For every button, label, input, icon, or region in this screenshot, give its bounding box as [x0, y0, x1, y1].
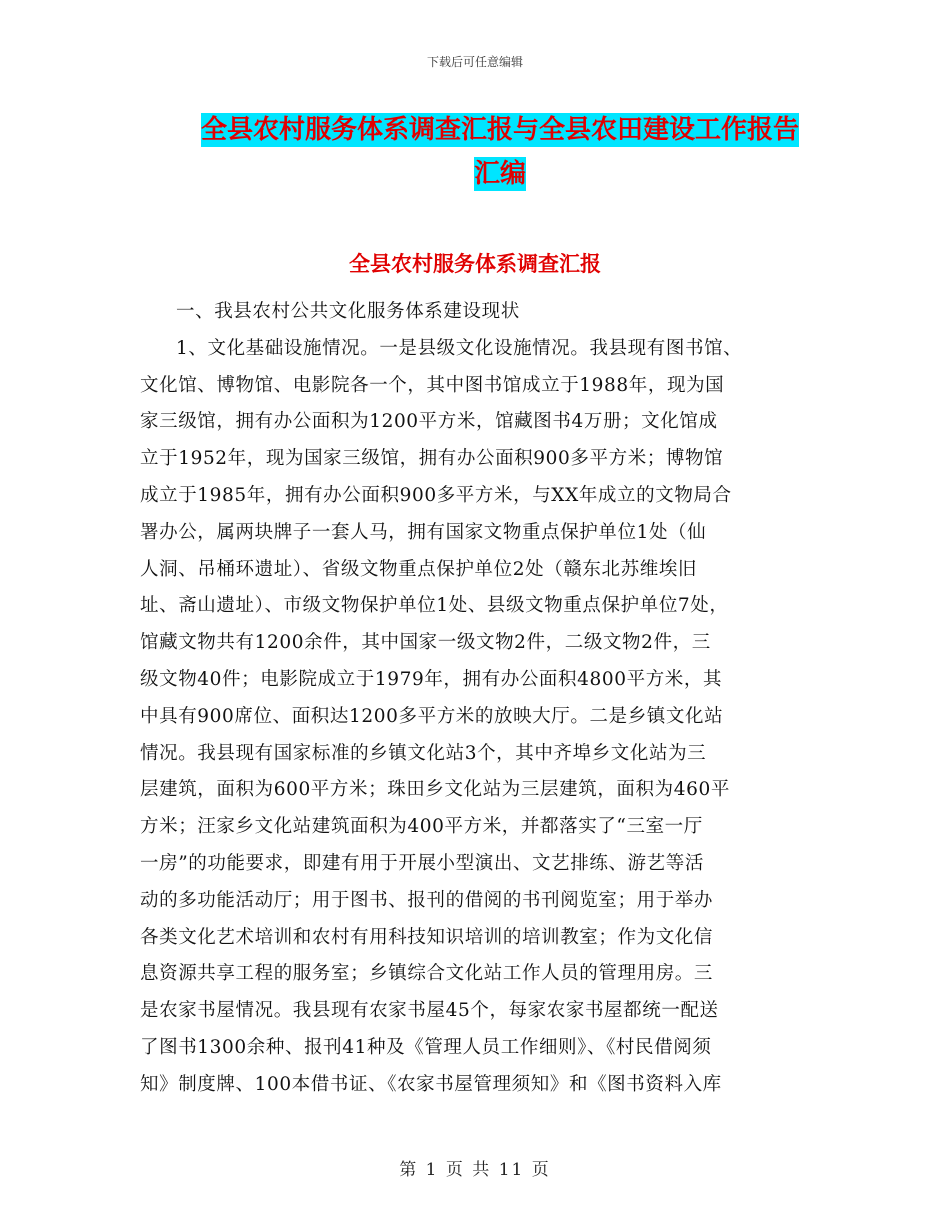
body-line: 方米；汪家乡文化站建筑面积为400平方米，并都落实了“三室一厅: [140, 816, 703, 838]
body-line: 人洞、吊桶环遗址）、省级文物重点保护单位2处（赣东北苏维埃旧: [140, 558, 698, 580]
document-title-line-1: 全县农村服务体系调查汇报与全县农田建设工作报告: [200, 115, 799, 145]
body-heading: 一、我县农村公共文化服务体系建设现状: [176, 301, 520, 322]
body-line: 址、斋山遗址）、市级文物保护单位1处、县级文物重点保护单位7处，: [140, 595, 729, 617]
document-title-line-2: 汇编: [473, 159, 526, 189]
body-text: [140, 294, 820, 1104]
body-line: 息资源共享工程的服务室；乡镇综合文化站工作人员的管理用房。三: [140, 963, 714, 985]
header-note: 下载后可任意编辑: [426, 55, 523, 69]
body-line: 各类文化艺术培训和农村有用科技知识培训的培训教室；作为文化信: [140, 926, 714, 948]
body-line: 一房”的功能要求，即建有用于开展小型演出、文艺排练、游艺等活: [140, 852, 704, 874]
body-line: 了图书1300余种、报刊41种及《管理人员工作细则》、《村民借阅须: [140, 1036, 712, 1058]
body-line: 馆藏文物共有1200余件，其中国家一级文物2件，二级文物2件，三: [140, 632, 711, 654]
body-line: 动的多功能活动厅；用于图书、报刊的借阅的书刊阅览室；用于举办: [140, 889, 714, 911]
page-footer: 第 1 页 共 11 页: [399, 1160, 551, 1180]
body-line: 知》制度牌、100本借书证、《农家书屋管理须知》和《图书资料入库: [140, 1073, 722, 1095]
body-line: 署办公，属两块牌子一套人马，拥有国家文物重点保护单位1处（仙: [140, 521, 707, 543]
body-line: 级文物40件；电影院成立于1979年，拥有办公面积4800平方米，其: [140, 668, 723, 690]
body-line: 立于1952年，现为国家三级馆，拥有办公面积900多平方米；博物馆: [140, 448, 724, 470]
document-title: [100, 108, 900, 196]
body-line: 情况。我县现有国家标准的乡镇文化站3个，其中齐埠乡文化站为三: [140, 742, 707, 764]
body-line: 是农家书屋情况。我县现有农家书屋45个，每家农家书屋都统一配送: [140, 1000, 719, 1022]
body-line: 成立于1985年，拥有办公面积900多平方米，与XX年成立的文物局合: [140, 484, 732, 506]
body-line: 1、文化基础设施情况。一是县级文化设施情况。我县现有图书馆、: [176, 337, 743, 359]
body-line: 层建筑，面积为600平方米；珠田乡文化站为三层建筑，面积为460平: [140, 779, 730, 801]
section-title: 全县农村服务体系调查汇报: [349, 252, 601, 276]
body-line: 文化馆、博物馆、电影院各一个，其中图书馆成立于1988年，现为国: [140, 374, 725, 396]
body-line: 中具有900席位、面积达1200多平方米的放映大厅。二是乡镇文化站: [140, 705, 724, 727]
body-line: 家三级馆，拥有办公面积为1200平方米，馆藏图书4万册；文化馆成: [140, 411, 718, 433]
